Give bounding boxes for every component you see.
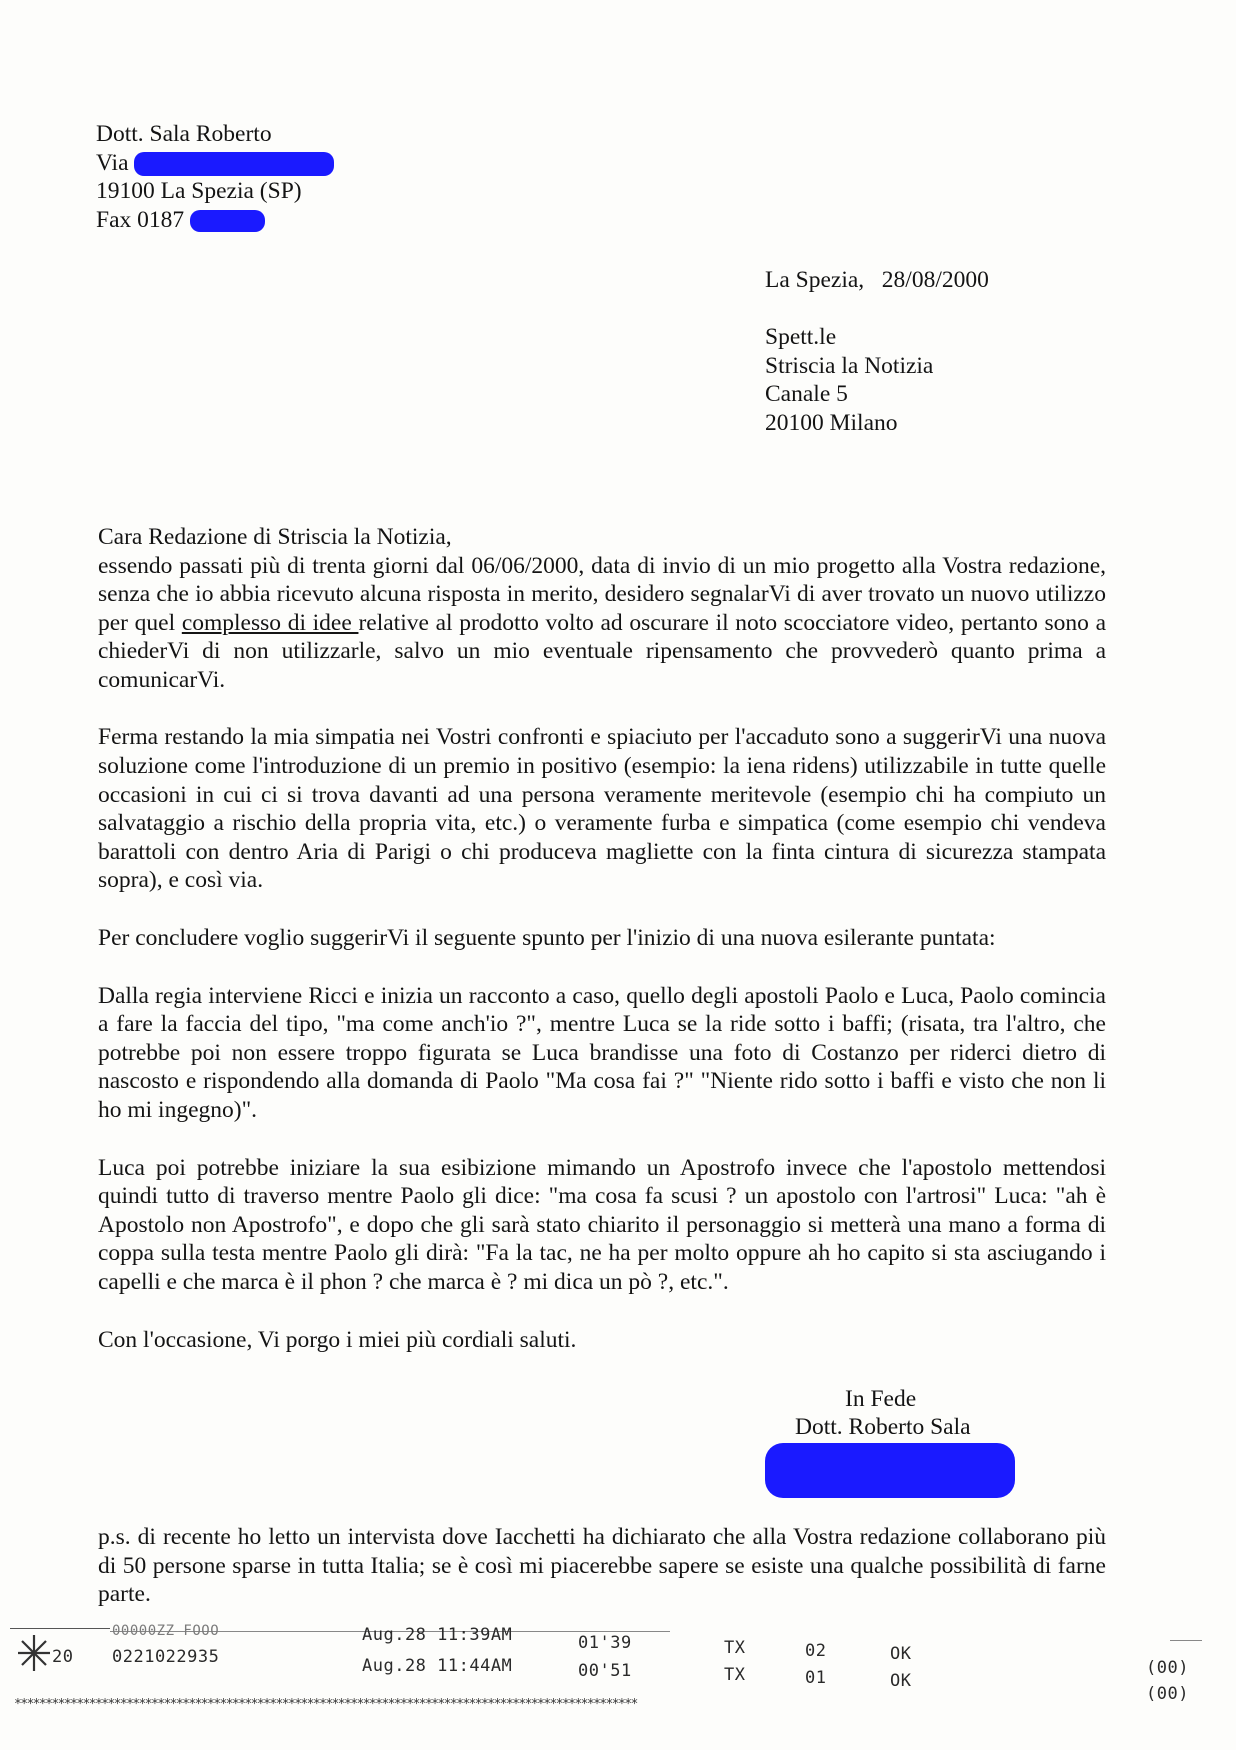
paragraph-2: Ferma restando la mia simpatia nei Vostri confronti e spiaciuto per l'accaduto sono a suggerirVi una nuova soluzione come l'introduzione di un premio in positivo (esempio: la iena ridens) utilizzabile in tutte quelle occasioni in cui ci si trova davanti ad una persona veramente meritevole (esempio chi ha compiuto un salvataggio a rischio della propria vita, etc.) o veramente furba e simpatica (come esempio chi vendeva barattoli con dentro Aria di Parigi o chi produceva magliette con la finta cintura di sicurezza stampata sopra), e così via.	[98, 724, 1106, 894]
paragraph-5: Luca poi potrebbe iniziare la sua esibizione mimando un Apostrofo invece che l'apostolo mettendosi quindi tutto di traverso mentre Paolo gli dice: "ma cosa fa scusi ? un apostolo con l'artrosi" Luca: "ah è Apostolo non Apostrofo", e dopo che gli sarà stato chiarito il personaggio si metterà una mano a forma di coppa sulla testa mentre Paolo gli dirà: "Fa la tac, ne ha per molto oppure ah ho capito si sta asciugando i capelli e che marca è il phon ? che marca è ? mi dica un pò ?, etc.".	[98, 1154, 1106, 1295]
signature-redaction-mark	[765, 1443, 1015, 1498]
fax-log-status-1: OK	[890, 1644, 912, 1664]
fax-log-pages-1: 02	[805, 1641, 827, 1661]
fax-log-code-3: (00)	[1146, 1684, 1189, 1704]
letter-body	[98, 523, 1106, 1354]
paragraph-3: Per concludere voglio suggerirVi il seguente spunto per l'inizio di una nuova esilerante puntata:	[98, 925, 996, 952]
sender-street: Via	[96, 149, 334, 178]
fax-log-pages-2: 01	[805, 1668, 827, 1688]
fax-log-index-2: 20	[52, 1647, 74, 1667]
place-date: La Spezia, 28/08/2000	[765, 267, 989, 293]
salutation: Cara Redazione di Striscia la Notizia,	[98, 524, 452, 550]
recipient-block	[765, 323, 933, 437]
fax-log-mode-1: TX	[724, 1638, 746, 1658]
fax-log-separator: ****************************************************************************************************	[14, 1697, 637, 1712]
paragraph-4: Dalla regia interviene Ricci e inizia un racconto a caso, quello degli apostoli Paolo e Luca, Paolo comincia a fare la faccia del tipo, "ma come anch'io ?", mentre Luca se la ride sotto i baffi; (risata, tra l'altro, che potrebbe poi non essere troppo figurata se Luca brandisse una foto di Costanzo per riderci dietro di nascosto e rispondendo alla domanda di Paolo "Ma cosa fai ?" "Niente rido sotto i baffi e visto che non li ho mi ingegno)".	[98, 982, 1106, 1123]
sender-city: 19100 La Spezia (SP)	[96, 178, 302, 204]
fax-log-status-2: OK	[890, 1671, 912, 1691]
redaction-mark	[134, 152, 334, 176]
sender-name: Dott. Sala Roberto	[96, 121, 272, 147]
fax-log-mode-2: TX	[724, 1665, 746, 1685]
fax-log-number-2: 0221022935	[112, 1647, 220, 1667]
paragraph-1: essendo passati più di trenta giorni dal 06/06/2000, data di invio di un mio progetto alla Vostra redazione, senza che io abbia ricevuto alcuna risposta in merito, desidero segnalarVi di aver trovato un nuovo utilizzo per quel complesso di idee relative al prodotto volto ad oscurare il noto scocciatore video, pertanto sono a chiederVi di non utilizzarle, salvo un mio eventuale ripensamento che provvederò quanto prima a comunicarVi.	[98, 552, 1107, 693]
recipient-line: Striscia la Notizia	[765, 352, 934, 379]
closing: Con l'occasione, Vi porgo i miei più cordiali saluti.	[98, 1326, 577, 1353]
signature-line-2: Dott. Roberto Sala	[795, 1414, 971, 1440]
signature-line-1: In Fede	[845, 1386, 917, 1412]
fax-log-rule	[10, 1628, 110, 1629]
recipient-line: 20100 Milano	[765, 409, 898, 436]
fax-log-duration-1: 01'39	[578, 1633, 632, 1653]
fax-log-datetime-2: Aug.28 11:44AM	[362, 1656, 513, 1676]
fax-log-code-2: (00)	[1146, 1658, 1189, 1678]
fax-log-datetime-1: Aug.28 11:39AM	[362, 1625, 513, 1645]
fax-log-duration-2: 00'51	[578, 1661, 632, 1681]
sender-block	[96, 120, 334, 234]
underlined-phrase: complesso di idee	[181, 609, 359, 636]
fax-log-rule	[1170, 1640, 1202, 1641]
postscript: p.s. di recente ho letto un intervista dove Iacchetti ha dichiarato che alla Vostra redazione collaborano più di 50 persone sparse in tutta Italia; se è così mi piacerebbe sapere se esiste una qualche possibilità di farne parte.	[98, 1524, 1106, 1608]
recipient-line: Spett.le	[765, 324, 837, 350]
fax-log-number-1: 00000ZZ FOOO	[112, 1623, 220, 1639]
sender-fax: Fax 0187	[96, 206, 334, 235]
redaction-mark	[190, 210, 265, 232]
recipient-line: Canale 5	[765, 381, 848, 407]
fax-asterisk-icon	[14, 1631, 54, 1675]
